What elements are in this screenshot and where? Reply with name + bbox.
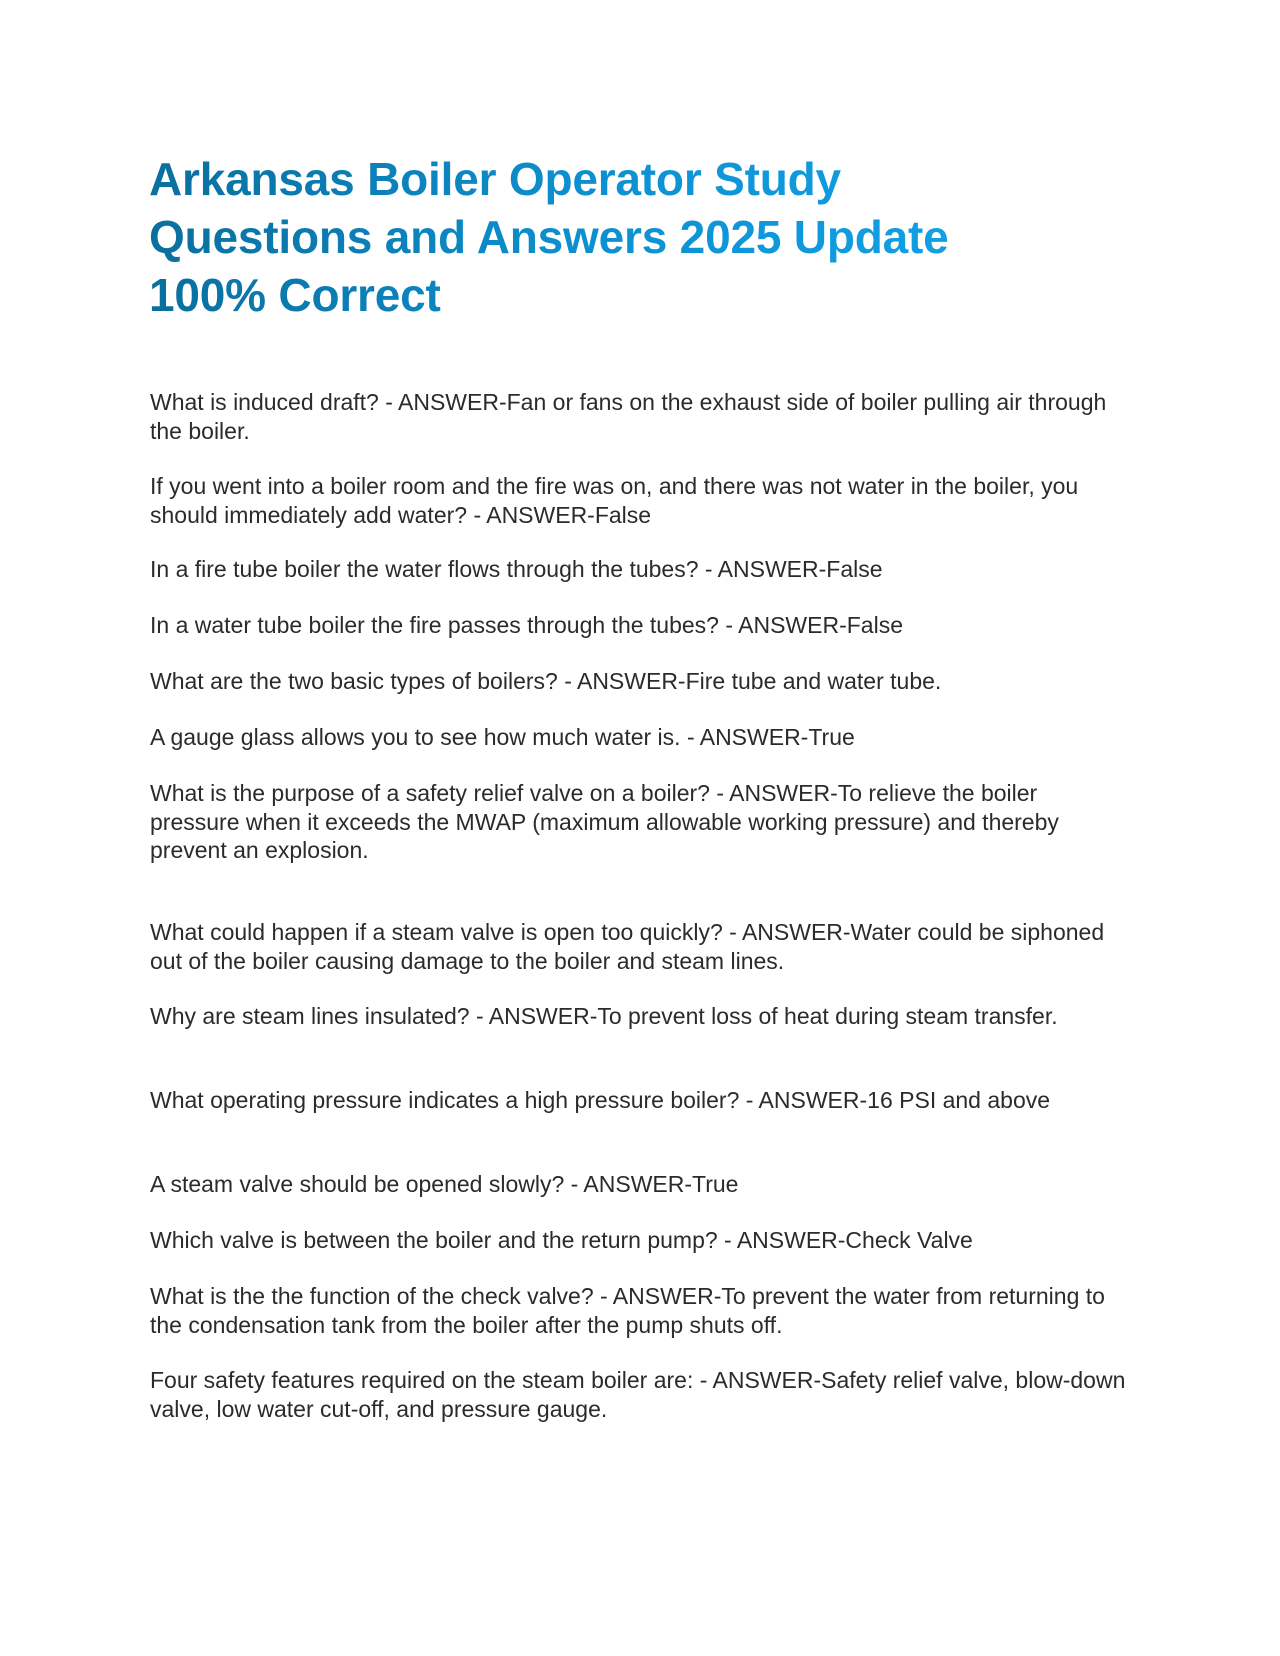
qa-item: A steam valve should be opened slowly? - ANSWER-True [150, 1171, 739, 1197]
title-line: Questions and Answers 2025 Update [149, 211, 949, 263]
qa-item: Why are steam lines insulated? - ANSWER-To prevent loss of heat during steam transfer. [150, 1003, 1058, 1029]
qa-item: What is the purpose of a safety relief valve on a boiler? - ANSWER-To relieve the boiler pressure when it exceeds the MWAP (maximum allowable working pressure) and thereby prevent an explosion. [150, 780, 1059, 863]
qa-item: What are the two basic types of boilers? - ANSWER-Fire tube and water tube. [150, 668, 942, 694]
title-line: Arkansas Boiler Operator Study [149, 153, 841, 205]
qa-item: What is the the function of the check valve? - ANSWER-To prevent the water from returning to the condensation tank from the boiler after the pump shuts off. [150, 1283, 1105, 1338]
qa-item: What operating pressure indicates a high pressure boiler? - ANSWER-16 PSI and above [150, 1087, 1051, 1113]
qa-item: In a fire tube boiler the water flows through the tubes? - ANSWER-False [150, 556, 883, 582]
title-line: 100% Correct [149, 269, 441, 321]
qa-item: Four safety features required on the steam boiler are: - ANSWER-Safety relief valve, blow-down valve, low water cut-off, and pressure gauge. [150, 1367, 1126, 1422]
qa-item: A gauge glass allows you to see how much water is. - ANSWER-True [150, 724, 855, 750]
document-title [149, 150, 1089, 324]
qa-item: What is induced draft? - ANSWER-Fan or fans on the exhaust side of boiler pulling air through the boiler. [150, 389, 1107, 444]
qa-item: In a water tube boiler the fire passes through the tubes? - ANSWER-False [150, 612, 903, 638]
qa-item: If you went into a boiler room and the fire was on, and there was not water in the boiler, you should immediately add water? - ANSWER-False [150, 473, 1079, 528]
qa-item: Which valve is between the boiler and the return pump? - ANSWER-Check Valve [150, 1227, 973, 1253]
qa-item: What could happen if a steam valve is open too quickly? - ANSWER-Water could be siphoned out of the boiler causing damage to the boiler and steam lines. [150, 919, 1105, 974]
